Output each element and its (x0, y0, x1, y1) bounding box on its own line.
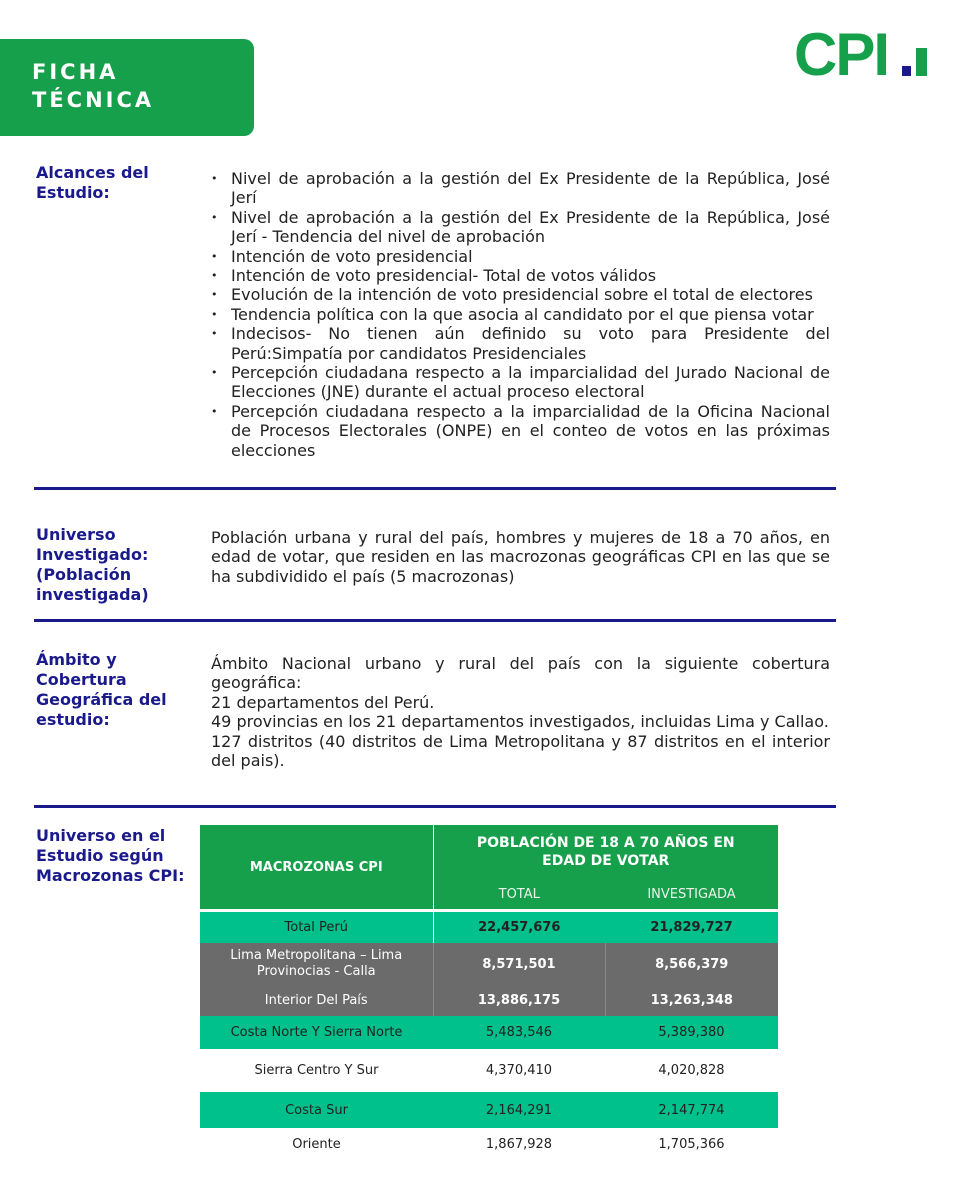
list-item-text: Intención de voto presidencial (231, 246, 473, 266)
ambito-line: Ámbito Nacional urbano y rural del país con la siguiente cobertura geográfica: (211, 654, 830, 693)
table-row (200, 912, 778, 943)
row-total: 8,571,501 (433, 943, 605, 985)
ambito-line: 49 provincias en los 21 departamentos investigados, incluidas Lima y Callao. (211, 712, 829, 732)
macrozonas-label: Universo en el Estudio según Macrozonas CPI: (36, 826, 185, 885)
row-investigada: 1,705,366 (605, 1128, 778, 1160)
bullet-icon: • (211, 172, 218, 185)
row-investigada: 13,263,348 (605, 985, 778, 1016)
row-total: 2,164,291 (433, 1092, 605, 1128)
list-item (211, 266, 830, 285)
table-row (200, 1049, 778, 1092)
row-name: Interior Del País (200, 985, 433, 1016)
row-investigada: 8,566,379 (605, 943, 778, 985)
list-item (211, 324, 830, 363)
table-row (200, 1016, 778, 1049)
alcances-label: Alcances del Estudio: (36, 163, 149, 202)
col-header-total: TOTAL (433, 879, 605, 909)
title-line-2: TÉCNICA (32, 88, 155, 112)
ambito-label: Ámbito y Cobertura Geográfica del estudio: (36, 650, 167, 729)
list-item (211, 247, 830, 266)
row-investigada: 5,389,380 (605, 1016, 778, 1049)
bullet-icon: • (211, 366, 218, 380)
row-total: 13,886,175 (433, 985, 605, 1016)
list-item-text: Nivel de aprobación a la gestión del Ex Presidente de la República, José Jerí (231, 169, 830, 208)
list-item (211, 402, 830, 460)
list-item (211, 363, 830, 402)
universo-label: Universo Investigado: (Población investigada) (36, 525, 149, 604)
universo-text: Población urbana y rural del país, hombres y mujeres de 18 a 70 años, en edad de votar, que residen en las macrozonas geográficas CPI en las que se ha subdividido el país (5 macrozonas) (211, 528, 830, 586)
list-item-text: Tendencia política con la que asocia al candidato por el que piensa votar (231, 304, 814, 324)
list-item-text: Intención de voto presidencial- Total de votos válidos (231, 266, 657, 286)
ambito-line: 127 distritos (40 distritos de Lima Metropolitana y 87 distritos en el interior del pais). (211, 731, 830, 771)
bullet-icon: • (211, 249, 218, 263)
row-total: 22,457,676 (433, 912, 605, 943)
alcances-list (211, 169, 830, 460)
bullet-icon: • (211, 210, 218, 224)
row-total: 1,867,928 (433, 1128, 605, 1160)
bullet-icon: • (211, 269, 218, 283)
list-item (211, 208, 830, 247)
cpi-logo-text: CPI (794, 28, 889, 80)
logo-bar-navy (902, 66, 911, 76)
list-item (211, 305, 830, 324)
bullet-icon: • (211, 404, 218, 418)
row-investigada: 2,147,774 (605, 1092, 778, 1128)
list-item-text: Nivel de aprobación a la gestión del Ex Presidente de la República, José Jerí - Tendencia del nivel de aprobación (231, 207, 830, 247)
row-name: Sierra Centro Y Sur (200, 1049, 433, 1092)
row-total: 4,370,410 (433, 1049, 605, 1092)
macrozonas-table (200, 825, 778, 1160)
list-item (211, 285, 830, 304)
col-header-poblacion: POBLACIÓN DE 18 A 70 AÑOS EN EDAD DE VOTAR (433, 825, 778, 879)
col-header-macrozonas: MACROZONAS CPI (200, 825, 433, 909)
list-item-text: Indecisos- No tienen aún definido su voto para Presidente del Perú:Simpatía por candidatos Presidenciales (231, 324, 830, 363)
table-row (200, 943, 778, 985)
section-divider (34, 487, 836, 490)
list-item-text: Percepción ciudadana respecto a la imparcialidad de la Oficina Nacional de Procesos Electorales (ONPE) en el conteo de votos en las próximas elecciones (231, 401, 830, 460)
row-investigada: 21,829,727 (605, 912, 778, 943)
bullet-icon: • (211, 307, 218, 321)
ambito-text (211, 654, 830, 770)
table-header-row (200, 825, 778, 879)
row-name: Lima Metropolitana – Lima Provinocias - Calla (200, 943, 433, 985)
list-item (211, 169, 830, 208)
table-row (200, 985, 778, 1016)
row-name: Costa Norte Y Sierra Norte (200, 1016, 433, 1049)
logo-bar-green (916, 48, 927, 76)
bullet-icon: • (211, 288, 218, 302)
table-row (200, 1092, 778, 1128)
row-investigada: 4,020,828 (605, 1049, 778, 1092)
cpi-logo (794, 28, 934, 80)
section-divider (34, 805, 836, 808)
row-name: Total Perú (200, 912, 433, 943)
row-name: Oriente (200, 1128, 433, 1160)
list-item-text: Evolución de la intención de voto presidencial sobre el total de electores (231, 285, 813, 305)
section-divider (34, 619, 836, 622)
col-header-investigada: INVESTIGADA (605, 879, 778, 909)
title-line-1: FICHA (32, 60, 119, 84)
table-row (200, 1128, 778, 1160)
list-item-text: Percepción ciudadana respecto a la imparcialidad del Jurado Nacional de Elecciones (JNE) durante el actual proceso electoral (231, 363, 830, 402)
bullet-icon: • (211, 327, 218, 341)
row-name: Costa Sur (200, 1092, 433, 1128)
page-title (32, 58, 242, 114)
ambito-line: 21 departamentos del Perú. (211, 692, 435, 712)
row-total: 5,483,546 (433, 1016, 605, 1049)
